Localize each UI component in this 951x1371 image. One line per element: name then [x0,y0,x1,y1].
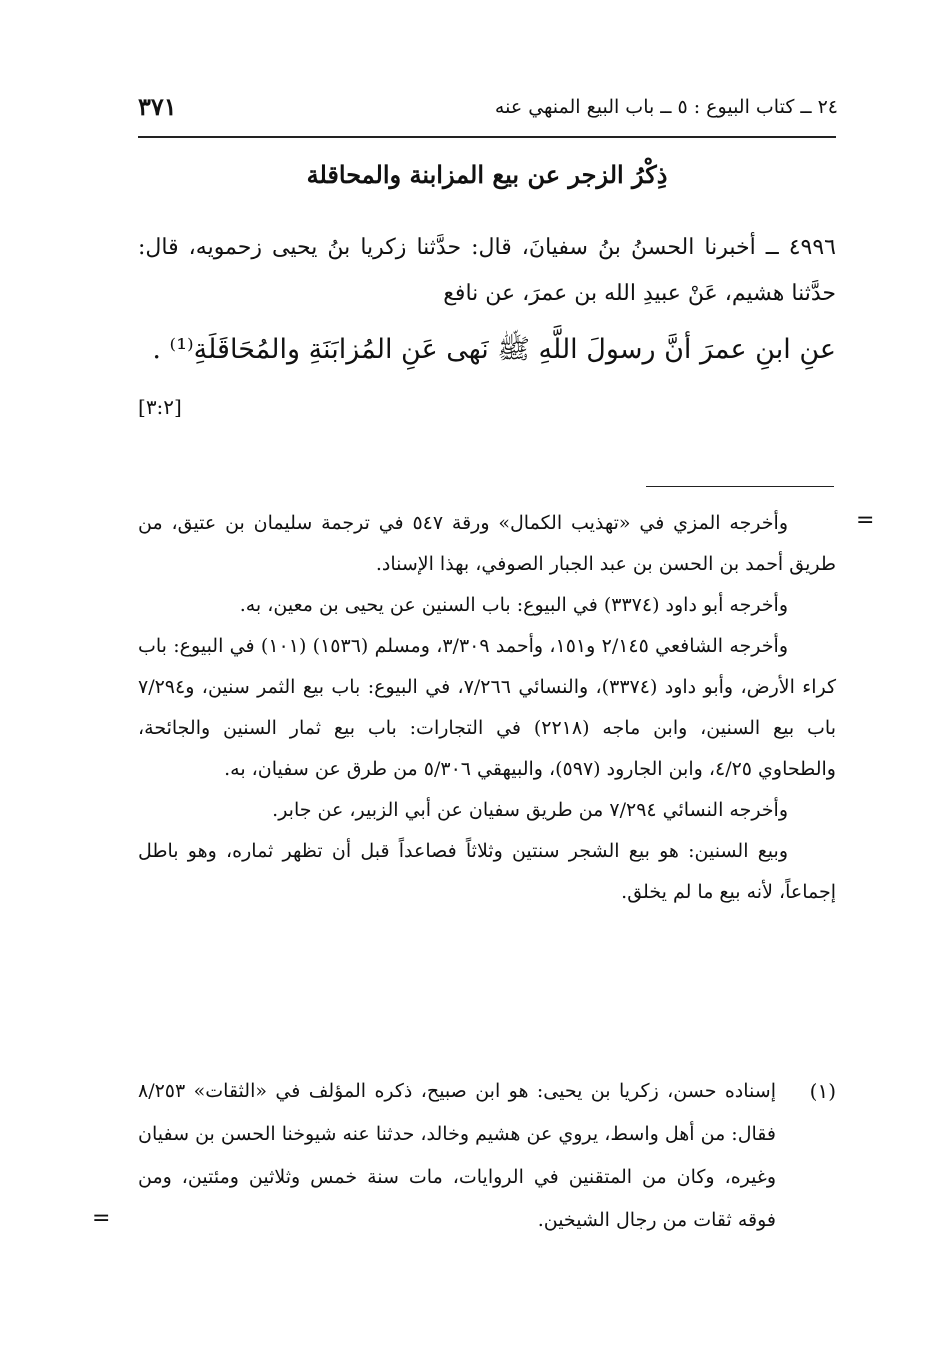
notes-block [138,503,836,913]
hadith-reference: [٣:٢] [138,395,182,419]
continuation-mark-top: = [856,508,875,533]
hadith-matn: عنِ ابنِ عمرَ أنَّ رسولَ اللَّهِ ﷺ نَهى عَنِ المُزابَنَةِ والمُحَاقَلَةِ⁽¹⁾ . [152,334,836,365]
footnote-text: إسناده حسن، زكريا بن يحيى: هو ابن صبيح، ذكره المؤلف في «الثقات» ٨/٢٥٣ فقال: من أهل واسط، يروي عن هشيم وخالد، حدثنا عنه شيوخنا الحسن بن سفيان وغيره، وكان من المتقنين في الروايات، مات سنة خمس وثلاثين ومئتين، ومن فوقه ثقات من رجال الشيخين. [138,1080,776,1231]
note-paragraph: وبيع السنين: هو بيع الشجر سنتين وثلاثاً فصاعداً قبل أن تظهر ثماره، وهو باطل إجماعاً، لأنه بيع ما لم يخلق. [138,840,836,903]
footnote-separator [646,486,834,487]
page-header [138,92,838,132]
note-paragraph: وأخرجه الشافعي ٢/١٤٥ و١٥١، وأحمد ٣/٣٠٩، ومسلم (١٥٣٦) (١٠١) في البيوع: باب كراء الأرض، وأبو داود (٣٣٧٤)، والنسائي ٧/٢٦٦، في البيوع: باب بيع الثمر سنين، و٧/٢٩٤ باب بيع السنين، وابن ماجه (٢٢١٨) في التجارات: باب بيع ثمار السنين والجائحة، والطحاوي ٤/٢٥، وابن الجارود (٥٩٧)، والبيهقي ٥/٣٠٦ من طرق عن سفيان، به. [138,635,837,780]
hadith-isnad: ٤٩٩٦ ــ أخبرنا الحسنُ بنُ سفيانَ، قال: حدَّثنا زكريا بنُ يحيى زحمويه، قال: حدَّثنا هشيم، عَنْ عبيدِ الله بن عمرَ، عن نافع [138,235,836,306]
footnote [138,1070,836,1242]
running-title: ٢٤ ــ كتاب البيوع : ٥ ــ باب البيع المنهي عنه [494,96,838,118]
footnote-number: (١) [809,1079,836,1103]
continuation-mark-bottom: = [92,1206,111,1231]
note-paragraph: وأخرجه أبو داود (٣٣٧٤) في البيوع: باب السنين عن يحيى بن معين، به. [239,594,788,616]
section-heading: ذِكْرُ الزجر عن بيع المزابنة والمحاقلة [306,160,668,189]
note-paragraph: وأخرجه النسائي ٧/٢٩٤ من طريق سفيان عن أبي الزبير، عن جابر. [272,799,788,821]
page-number: ٣٧١ [138,92,177,121]
note-paragraph: وأخرجه المزي في «تهذيب الكمال» ورقة ٥٤٧ في ترجمة سليمان بن عتيق، من طريق أحمد بن الحسن بن عبد الجبار الصوفي، بهذا الإسناد. [138,512,836,575]
header-rule [138,136,836,138]
